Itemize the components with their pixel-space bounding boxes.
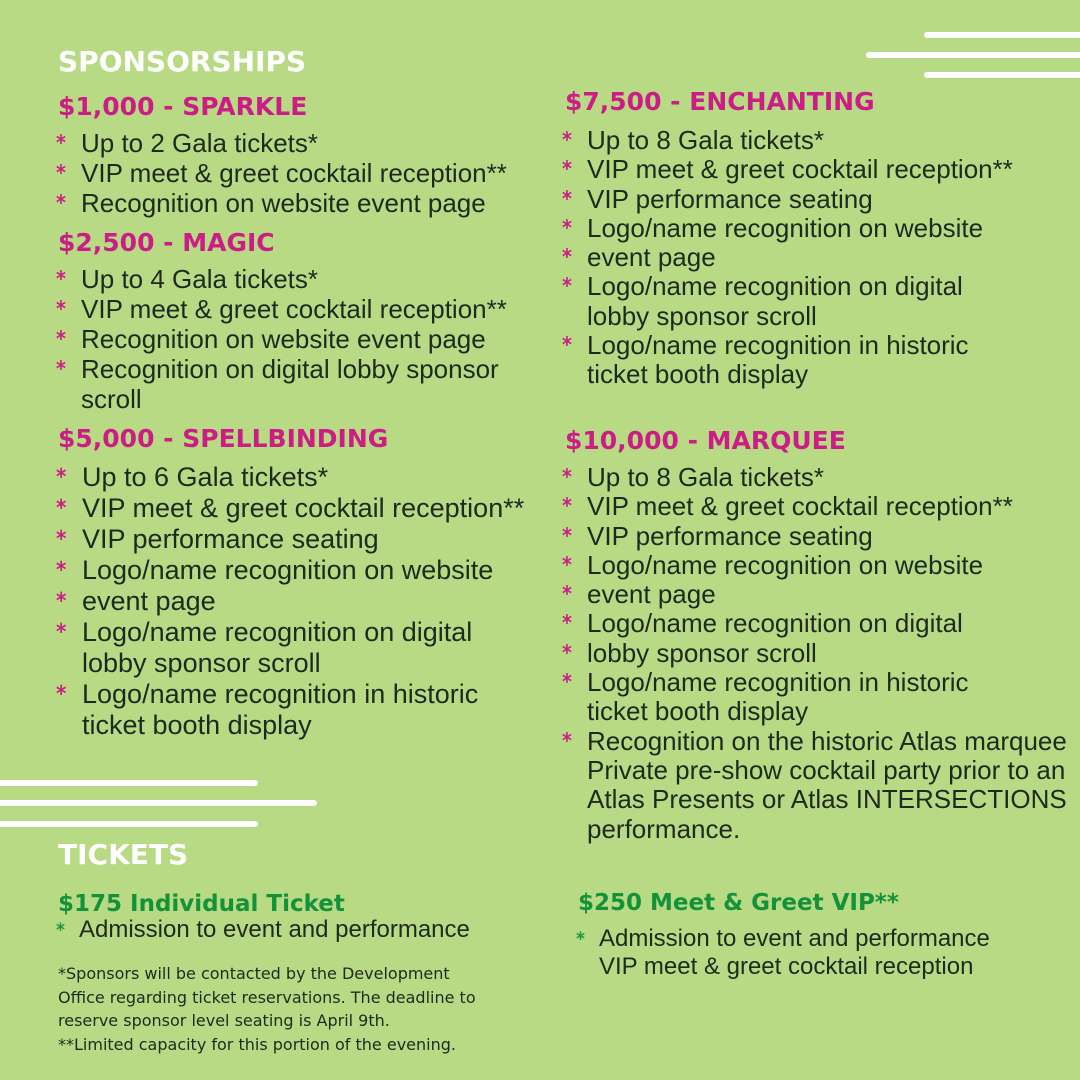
decorative-line	[924, 32, 1080, 38]
benefit-list-enchanting	[562, 126, 1032, 390]
tickets-heading: TICKETS	[58, 838, 189, 871]
benefit-text: event page	[587, 242, 716, 273]
tier-heading-spellbinding: $5,000 - SPELLBINDING	[58, 424, 389, 453]
benefit-text: Up to 8 Gala tickets*	[587, 462, 824, 492]
benefit-text: scroll	[81, 384, 142, 414]
benefit-item	[562, 639, 1062, 668]
benefit-text: VIP meet & greet cocktail reception	[599, 953, 974, 980]
decorative-line	[0, 800, 317, 806]
asterisk-bullet-icon: *	[562, 728, 572, 753]
asterisk-bullet-icon: *	[56, 161, 66, 185]
asterisk-bullet-icon: *	[56, 327, 66, 351]
asterisk-bullet-icon: *	[56, 558, 67, 583]
tier-heading-sparkle: $1,000 - SPARKLE	[58, 92, 308, 121]
benefit-item	[562, 725, 1067, 844]
asterisk-bullet-icon: *	[562, 245, 572, 270]
benefit-text: Up to 2 Gala tickets*	[81, 128, 318, 158]
benefit-list-magic	[56, 264, 526, 414]
tier-heading-marquee: $10,000 - MARQUEE	[565, 426, 846, 455]
tier-heading-enchanting: $7,500 - ENCHANTING	[565, 87, 875, 116]
benefit-text: VIP performance seating	[82, 524, 379, 554]
benefit-item	[56, 493, 536, 524]
asterisk-bullet-icon: *	[562, 215, 572, 240]
asterisk-bullet-icon: *	[562, 582, 572, 607]
benefit-item	[562, 272, 1032, 331]
benefit-text: Atlas Presents or Atlas INTERSECTIONS	[587, 784, 1067, 815]
benefit-item	[562, 668, 1062, 727]
footnote	[58, 962, 538, 1056]
benefit-text: VIP meet & greet cocktail reception**	[587, 154, 1013, 185]
benefit-item	[562, 463, 1062, 492]
decorative-line	[0, 821, 258, 827]
benefit-text: VIP meet & greet cocktail reception**	[81, 158, 507, 188]
benefit-item	[56, 679, 536, 741]
benefit-text: ticket booth display	[587, 696, 809, 727]
benefit-item	[562, 214, 1032, 243]
decorative-line	[924, 72, 1080, 78]
benefit-item	[56, 294, 526, 324]
asterisk-bullet-icon: *	[56, 620, 67, 645]
asterisk-bullet-icon: *	[562, 465, 572, 489]
ticket-option-vip: $250 Meet & Greet VIP**	[578, 890, 899, 916]
benefit-item	[56, 324, 526, 354]
footnote-line: Office regarding ticket reservations. The deadline to	[58, 987, 476, 1007]
decorative-line	[0, 780, 258, 786]
asterisk-bullet-icon: *	[56, 496, 67, 521]
asterisk-bullet-icon: *	[562, 274, 572, 299]
benefit-text: Logo/name recognition on website	[82, 555, 494, 585]
footnote-line: **Limited capacity for this portion of the evening.	[58, 1034, 456, 1054]
benefit-text: Admission to event and performance	[79, 916, 470, 943]
asterisk-bullet-icon: *	[562, 611, 572, 636]
benefit-text: VIP performance seating	[587, 520, 873, 551]
asterisk-bullet-icon: *	[562, 552, 572, 577]
benefit-item	[562, 492, 1062, 521]
asterisk-bullet-icon: *	[56, 297, 66, 321]
benefit-text: VIP meet & greet cocktail reception**	[587, 491, 1013, 522]
asterisk-bullet-icon: *	[562, 186, 572, 211]
asterisk-bullet-icon: *	[576, 928, 585, 950]
asterisk-bullet-icon: *	[562, 128, 572, 152]
asterisk-bullet-icon: *	[56, 527, 67, 552]
ticket-benefits-vip	[576, 925, 1046, 981]
benefit-list-sparkle	[56, 128, 526, 218]
benefit-text: Up to 6 Gala tickets*	[82, 462, 329, 492]
benefit-item	[56, 128, 526, 158]
benefit-item	[562, 331, 1032, 390]
benefit-item	[56, 188, 526, 218]
benefit-item	[56, 617, 536, 679]
decorative-line	[866, 52, 1080, 58]
benefit-list-spellbinding	[56, 462, 536, 741]
benefit-item	[56, 354, 526, 414]
benefit-text: lobby sponsor scroll	[82, 648, 321, 678]
asterisk-bullet-icon: *	[56, 682, 67, 707]
sponsorships-heading: SPONSORSHIPS	[58, 45, 307, 78]
ticket-benefits-individual	[56, 916, 526, 944]
asterisk-bullet-icon: *	[56, 465, 67, 490]
benefit-item	[56, 586, 536, 617]
benefit-text: Logo/name recognition on website	[587, 212, 984, 243]
footnote-line: *Sponsors will be contacted by the Development	[58, 964, 450, 983]
benefit-text: VIP performance seating	[587, 183, 873, 214]
asterisk-bullet-icon: *	[56, 267, 66, 291]
benefit-item	[562, 155, 1032, 184]
benefit-item	[562, 522, 1062, 551]
asterisk-bullet-icon: *	[56, 919, 65, 941]
benefit-text: Logo/name recognition on digital	[587, 271, 963, 302]
benefit-text: Logo/name recognition in historic	[82, 679, 479, 709]
benefit-item	[562, 580, 1062, 609]
asterisk-bullet-icon: *	[562, 494, 572, 519]
benefit-text: ticket booth display	[587, 359, 809, 390]
benefit-text: Logo/name recognition on digital	[82, 617, 473, 647]
ticket-option-individual: $175 Individual Ticket	[58, 891, 345, 917]
asterisk-bullet-icon: *	[562, 640, 572, 665]
benefit-item	[562, 243, 1032, 272]
benefit-text: lobby sponsor scroll	[587, 300, 817, 331]
benefit-item	[576, 925, 1046, 981]
benefit-item	[562, 185, 1032, 214]
asterisk-bullet-icon: *	[56, 589, 67, 614]
benefit-text: Recognition on website event page	[81, 324, 486, 354]
benefit-item	[56, 524, 536, 555]
benefit-item	[56, 555, 536, 586]
benefit-text: VIP meet & greet cocktail reception**	[82, 493, 525, 523]
benefit-text: event page	[82, 586, 216, 616]
benefit-text: Private pre-show cocktail party prior to an	[587, 754, 1066, 785]
benefit-text: Logo/name recognition in historic	[587, 330, 969, 361]
asterisk-bullet-icon: *	[562, 157, 572, 182]
asterisk-bullet-icon: *	[562, 523, 572, 548]
benefit-text: event page	[587, 579, 716, 610]
benefit-text: Recognition on the historic Atlas marquee	[587, 725, 1067, 756]
benefit-item	[56, 158, 526, 188]
benefit-text: Recognition on website event page	[81, 188, 486, 218]
benefit-text: performance.	[587, 813, 741, 844]
benefit-item	[56, 916, 526, 944]
benefit-text: Admission to event and performance	[599, 925, 990, 952]
asterisk-bullet-icon: *	[562, 670, 572, 695]
benefit-text: lobby sponsor scroll	[587, 637, 817, 668]
benefit-text: Logo/name recognition on digital	[587, 608, 963, 639]
benefit-item	[562, 609, 1062, 638]
benefit-list-marquee	[562, 462, 1067, 844]
benefit-text: Logo/name recognition in historic	[587, 667, 969, 698]
benefit-text: Recognition on digital lobby sponsor	[81, 354, 499, 384]
asterisk-bullet-icon: *	[56, 131, 66, 155]
benefit-text: ticket booth display	[82, 710, 312, 740]
benefit-text: Up to 8 Gala tickets*	[587, 125, 824, 155]
tier-heading-magic: $2,500 - MAGIC	[58, 228, 275, 257]
footnote-line: reserve sponsor level seating is April 9th.	[58, 1011, 390, 1030]
benefit-text: Up to 4 Gala tickets*	[81, 264, 318, 294]
benefit-item	[56, 462, 536, 493]
asterisk-bullet-icon: *	[562, 333, 572, 358]
benefit-item	[56, 264, 526, 294]
benefit-text: Logo/name recognition on website	[587, 549, 984, 580]
benefit-item	[562, 126, 1032, 155]
benefit-text: VIP meet & greet cocktail reception**	[81, 294, 507, 324]
asterisk-bullet-icon: *	[56, 191, 66, 215]
benefit-item	[562, 551, 1062, 580]
asterisk-bullet-icon: *	[56, 357, 66, 381]
